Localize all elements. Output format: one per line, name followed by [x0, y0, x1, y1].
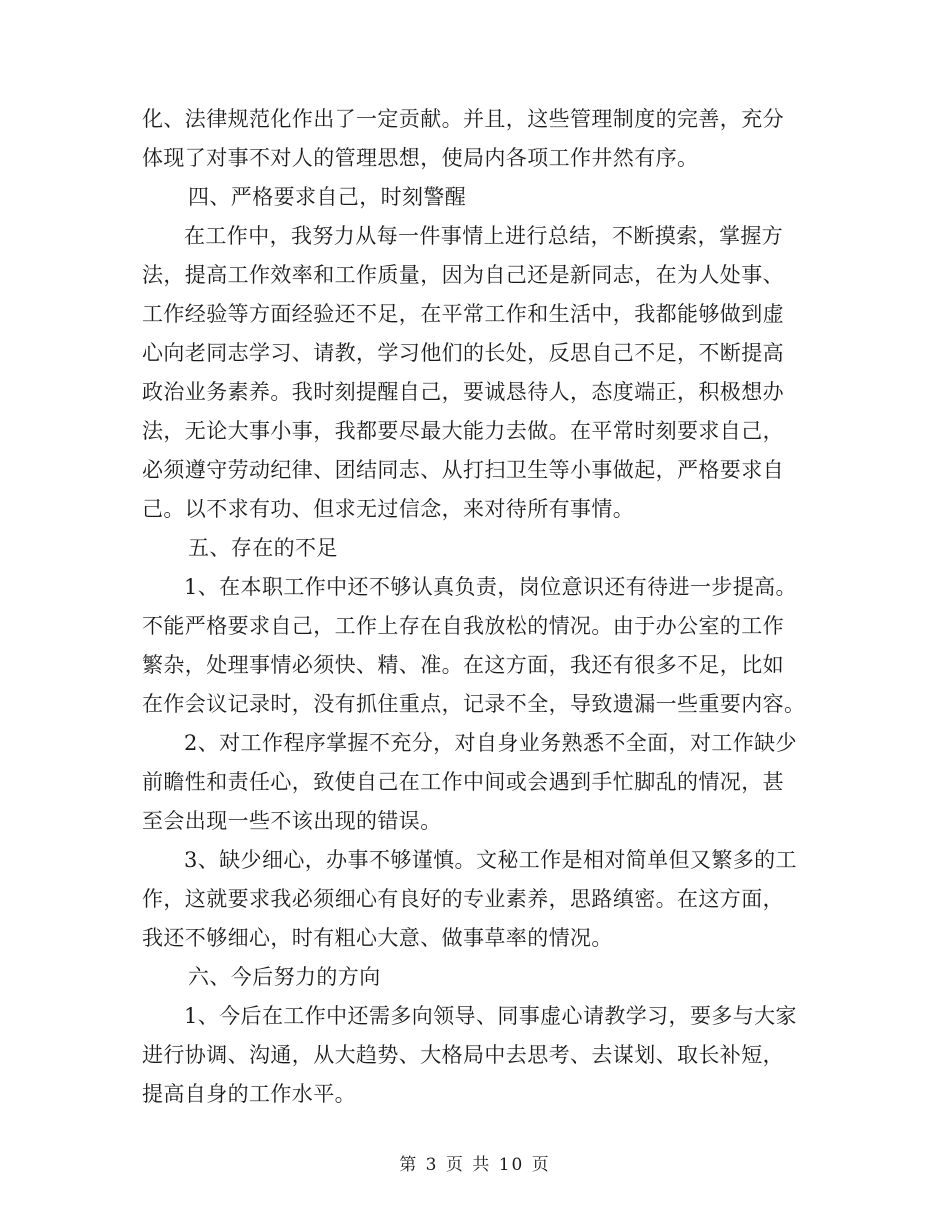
paragraph-line: 前瞻性和责任心，致使自己在工作中间或会遇到手忙脚乱的情况，甚 [142, 770, 784, 794]
paragraph-line: 心向老同志学习、请教，学习他们的长处，反思自己不足，不断提高 [142, 341, 784, 365]
body-paragraph [142, 217, 808, 529]
section-heading: 六、今后努力的方向 [188, 965, 381, 989]
paragraph-line: 我还不够细心，时有粗心大意、做事草率的情况。 [142, 926, 613, 950]
paragraph-line: 1、今后在工作中还需多向领导、同事虚心请教学习，要多与大家 [184, 1004, 797, 1028]
paragraph-line: 3、缺少细心，办事不够谨慎。文秘工作是相对简单但又繁多的工 [184, 848, 797, 872]
body-paragraph [142, 997, 808, 1114]
paragraph-line: 法，提高工作效率和工作质量，因为自己还是新同志，在为人处事、 [142, 263, 784, 287]
paragraph-line: 在作会议记录时，没有抓住重点，记录不全，导致遗漏一些重要内容。 [142, 692, 806, 716]
paragraph-line: 不能严格要求自己，工作上存在自我放松的情况。由于办公室的工作 [142, 614, 784, 638]
body-paragraph [142, 724, 808, 841]
paragraph-line: 作，这就要求我必须细心有良好的专业素养，思路缜密。在这方面， [142, 887, 784, 911]
paragraph-line: 工作经验等方面经验还不足，在平常工作和生活中，我都能够做到虚 [142, 302, 784, 326]
paragraph-line: 进行协调、沟通，从大趋势、大格局中去思考、去谋划、取长补短， [142, 1043, 784, 1067]
page-number-footer: 第 3 页 共 10 页 [399, 1155, 551, 1175]
document-body [142, 100, 808, 1114]
paragraph-line: 至会出现一些不该出现的错误。 [142, 809, 442, 833]
section-heading: 四、严格要求自己，时刻警醒 [188, 185, 467, 209]
body-paragraph [142, 100, 808, 178]
paragraph-line: 在工作中，我努力从每一件事情上进行总结，不断摸索，掌握方 [184, 224, 784, 248]
paragraph-line: 法，无论大事小事，我都要尽最大能力去做。在平常时刻要求自己， [142, 419, 784, 443]
paragraph-line: 提高自身的工作水平。 [142, 1082, 356, 1106]
paragraph-line: 2、对工作程序掌握不充分，对自身业务熟悉不全面，对工作缺少 [184, 731, 797, 755]
paragraph-line: 己。以不求有功、但求无过信念，来对待所有事情。 [142, 497, 635, 521]
body-paragraph [142, 841, 808, 958]
body-paragraph [142, 568, 808, 724]
paragraph-line: 1、在本职工作中还不够认真负责，岗位意识还有待进一步提高。 [184, 575, 797, 599]
paragraph-line: 体现了对事不对人的管理思想，使局内各项工作井然有序。 [142, 146, 699, 170]
paragraph-line: 政治业务素养。我时刻提醒自己，要诚恳待人，态度端正，积极想办 [142, 380, 784, 404]
paragraph-line: 繁杂，处理事情必须快、精、准。在这方面，我还有很多不足，比如 [142, 653, 784, 677]
paragraph-line: 必须遵守劳动纪律、团结同志、从打扫卫生等小事做起，严格要求自 [142, 458, 784, 482]
paragraph-line: 化、法律规范化作出了一定贡献。并且，这些管理制度的完善，充分 [142, 107, 784, 131]
section-heading: 五、存在的不足 [188, 536, 338, 560]
